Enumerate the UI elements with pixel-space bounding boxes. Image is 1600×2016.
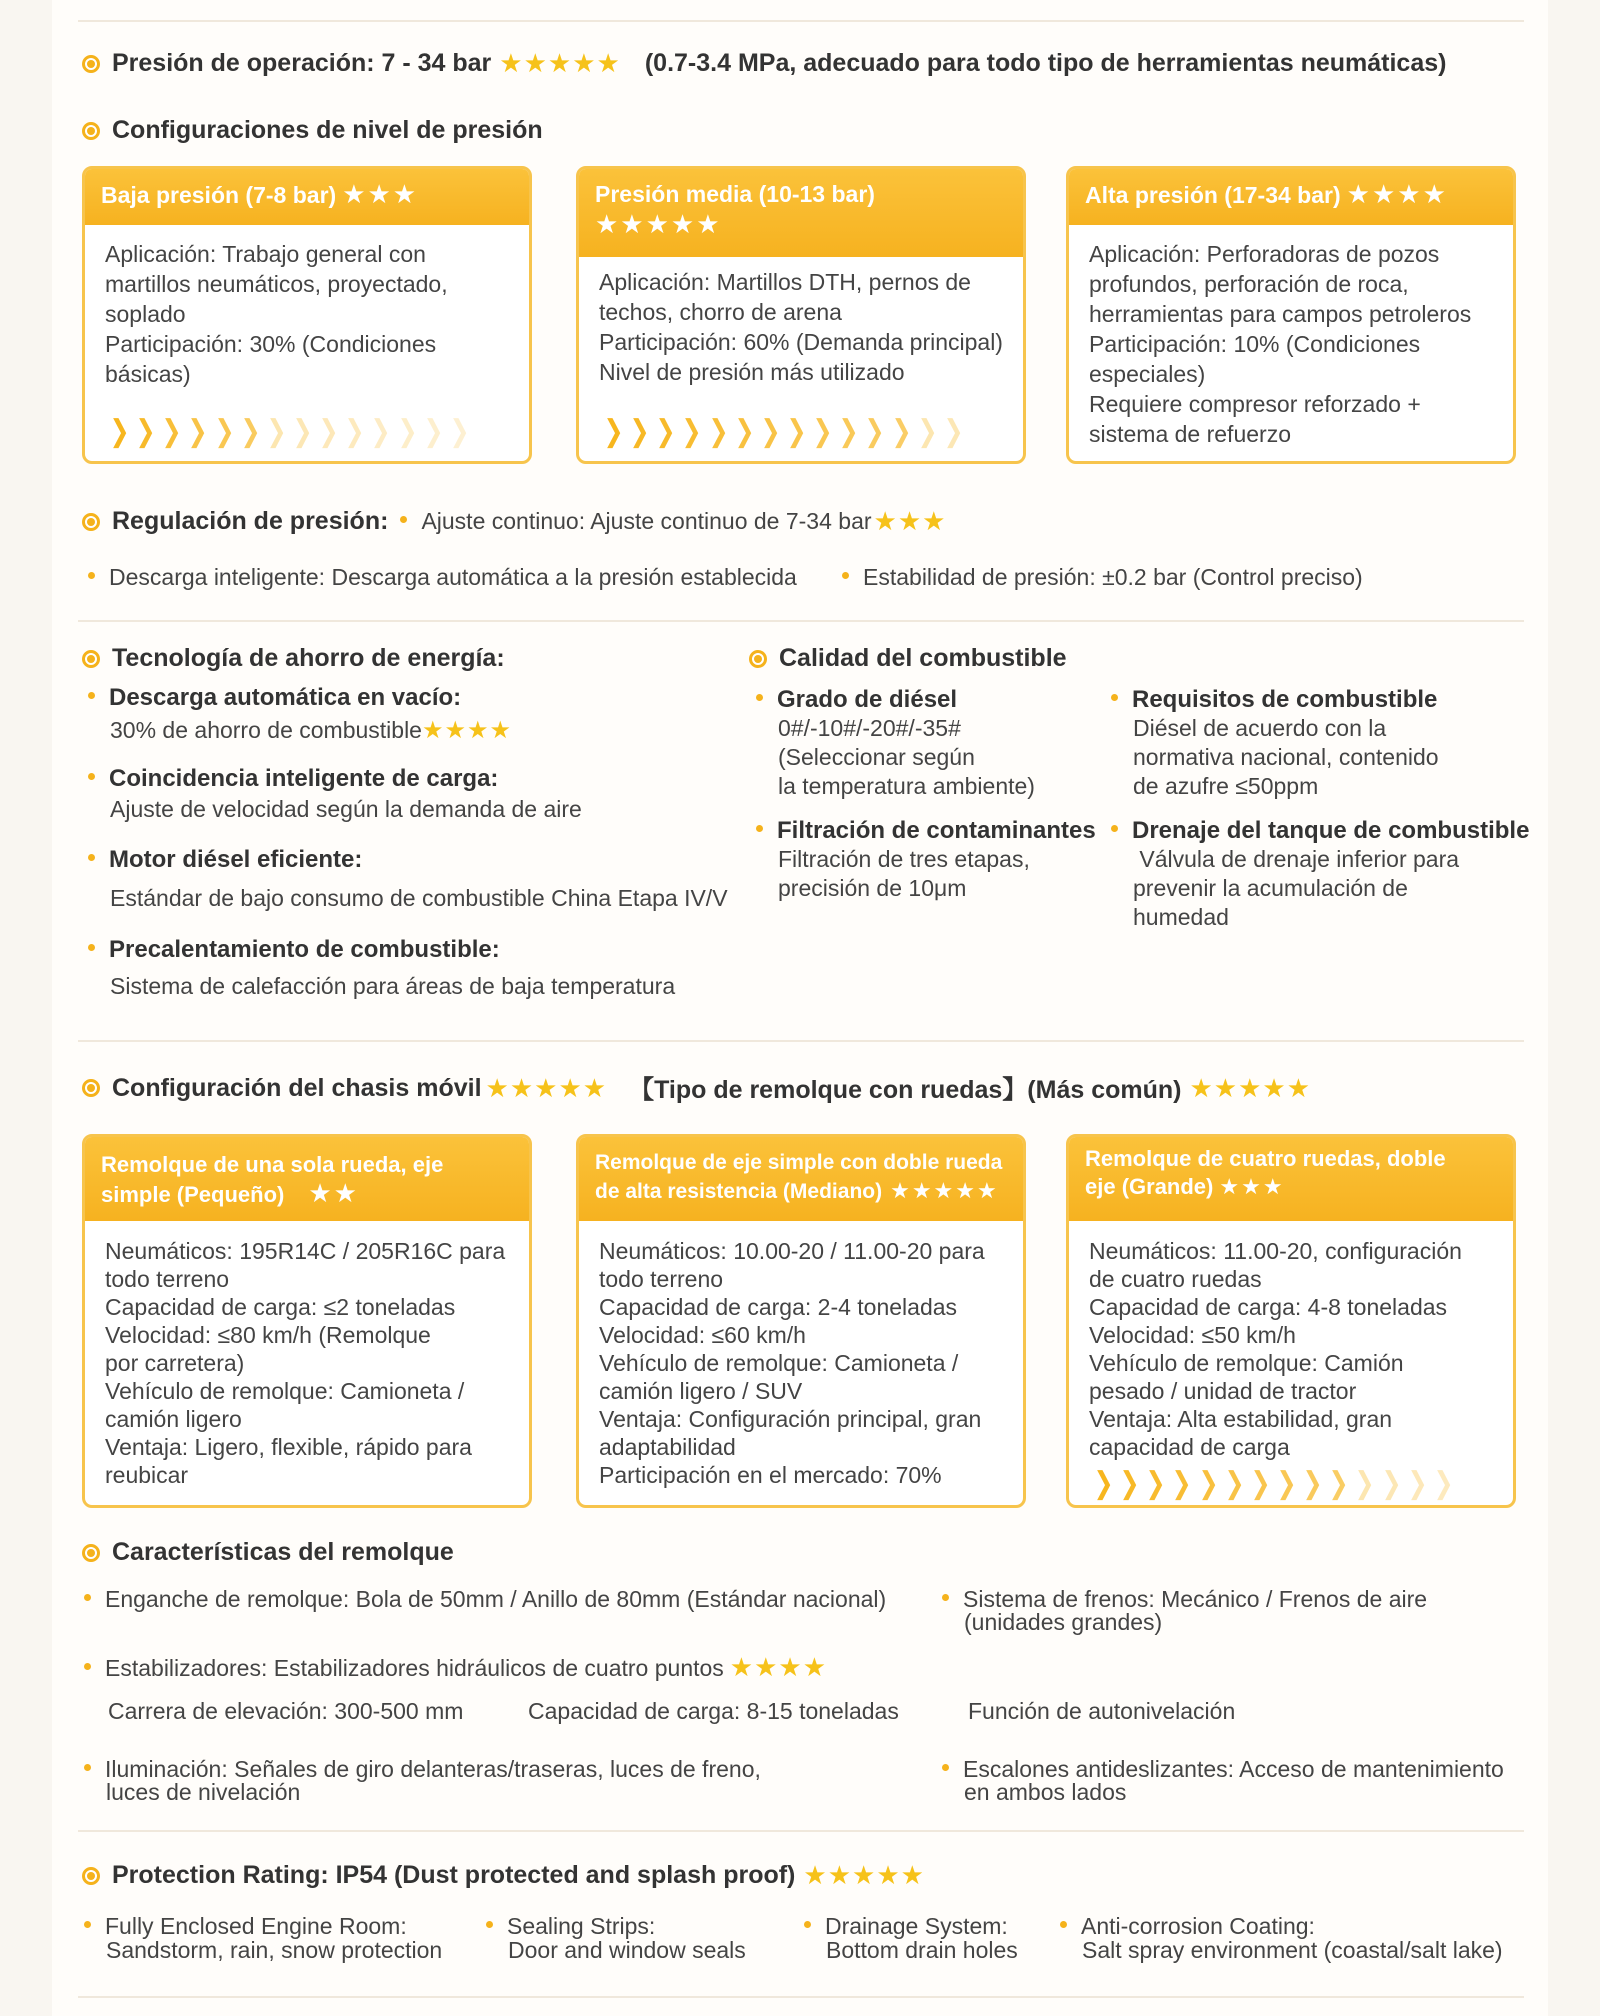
fuel-item-line: humedad (1133, 904, 1229, 930)
card-line: Neumáticos: 10.00-20 / 11.00-20 para (599, 1238, 985, 1264)
chevron-icon: ❯ (1381, 1467, 1402, 1500)
protection-heading (82, 1860, 925, 1891)
energy-heading (82, 644, 505, 673)
card-line: Ventaja: Alta estabilidad, gran (1089, 1406, 1393, 1432)
card-medium-pressure (576, 166, 1026, 464)
trailer-stroke: Carrera de elevación: 300-500 mm (108, 1698, 464, 1724)
bullet-icon (88, 572, 95, 579)
bullet-icon (486, 1921, 493, 1928)
card-header (85, 169, 529, 225)
chevron-icon: ❯ (344, 415, 365, 448)
card-line: soplado (105, 301, 186, 327)
energy-item (88, 846, 728, 913)
protection-item-text: Salt spray environment (coastal/salt lake) (1082, 1937, 1503, 1963)
chevron-icon: ❯ (1250, 1467, 1271, 1500)
card-high-pressure (1066, 166, 1516, 464)
chevron-icon: ❯ (1433, 1467, 1454, 1500)
chevron-icon: ❯ (812, 415, 833, 448)
card-line: todo terreno (105, 1266, 230, 1292)
chevron-icon: ❯ (1119, 1467, 1140, 1500)
trailer-capacity: Capacidad de carga: 8-15 toneladas (528, 1698, 899, 1724)
trailer-hitch (84, 1586, 886, 1613)
card-line: Capacidad de carga: 4-8 toneladas (1089, 1294, 1448, 1320)
protection-title: Protection Rating: IP54 (Dust protected and splash proof) (112, 1861, 796, 1889)
trailer-brakes (942, 1588, 1427, 1634)
card-header (579, 1137, 1023, 1221)
card-body (1069, 225, 1513, 463)
chevron-icon: ❯ (917, 415, 938, 448)
regulation-title: Regulación de presión: (112, 507, 389, 535)
chassis-heading (82, 1070, 1311, 1106)
card-line: Capacidad de carga: ≤2 toneladas (105, 1294, 456, 1320)
bullet-icon (82, 650, 100, 668)
chevron-icon: ❯ (734, 415, 755, 448)
fuel-item-line: 0#/-10#/-20#/-35# (778, 715, 961, 741)
bullet-icon (749, 650, 767, 668)
fuel-item-line: Válvula de drenaje inferior para (1133, 846, 1460, 872)
card-line: Nivel de presión más utilizado (599, 359, 905, 385)
card-line: techos, chorro de arena (599, 299, 842, 325)
chevron-icon: ❯ (135, 415, 156, 448)
card-header (1069, 1137, 1513, 1221)
card-line: martillos neumáticos, proyectado, (105, 271, 448, 297)
chevron-icon: ❯ (292, 415, 313, 448)
trailer-heading (82, 1538, 454, 1567)
trailer-steps-text: en ambos lados (964, 1779, 1127, 1805)
chevron-icon: ❯ (240, 415, 261, 448)
bullet-icon (756, 694, 763, 701)
chevron-icon: ❯ (397, 415, 418, 448)
fuel-item-line: (Seleccionar según (778, 744, 975, 770)
card-line: Participación: 60% (Demanda principal) (599, 329, 1003, 355)
card-title: Presión media (10-13 bar) (595, 181, 875, 207)
fuel-item (1111, 817, 1529, 932)
card-title-line: Remolque de una sola rueda, eje (101, 1152, 444, 1177)
chevron-icon: ❯ (1093, 1467, 1114, 1500)
card-title: Alta presión (17-34 bar) (1085, 182, 1341, 208)
bullet-icon (942, 1594, 949, 1601)
energy-item-stars: ★★★★ (421, 717, 513, 744)
chevron-icon: ❯ (891, 415, 912, 448)
chassis-subtitle: 【Tipo de remolque con ruedas】(Más común) (629, 1076, 1182, 1104)
card-line: Aplicación: Trabajo general con (105, 241, 426, 267)
trailer-leveling: Función de autonivelación (968, 1698, 1236, 1724)
trailer-lighting-text: luces de nivelación (106, 1779, 301, 1805)
divider (78, 20, 1524, 22)
bullet-icon (84, 1764, 91, 1771)
energy-item-text: Sistema de calefacción para áreas de baja temperatura (110, 973, 676, 999)
bullet-icon (88, 854, 95, 861)
share-arrows (107, 417, 473, 447)
protection-item-text: Bottom drain holes (826, 1937, 1018, 1963)
divider (78, 1040, 1524, 1042)
bullet-icon (1111, 825, 1118, 832)
bullet-icon (82, 1544, 100, 1562)
card-line: Participación: 30% (Condiciones (105, 331, 437, 357)
pressure-note: (0.7-3.4 MPa, adecuado para todo tipo de herramientas neumáticas) (644, 49, 1447, 77)
trailer-steps (942, 1758, 1504, 1804)
pressure-stars: ★★★★★ (499, 48, 621, 78)
protection-item-text: Anti-corrosion Coating: (1081, 1913, 1315, 1939)
chevron-icon: ❯ (603, 415, 624, 448)
trailer-steps-text: Escalones antideslizantes: Acceso de mantenimiento (963, 1756, 1504, 1782)
card-line: Velocidad: ≤50 km/h (1089, 1322, 1296, 1348)
card-line: Neumáticos: 195R14C / 205R16C para (105, 1238, 506, 1264)
divider (78, 1996, 1524, 1998)
bullet-icon (84, 1594, 91, 1601)
bullet-icon (756, 825, 763, 832)
bullet-icon (1111, 694, 1118, 701)
card-title-line: Remolque de eje simple con doble rueda (595, 1151, 1003, 1174)
bullet-icon (84, 1921, 91, 1928)
spec-page (52, 0, 1548, 2016)
regulation-item-3 (842, 564, 1363, 591)
card-line: profundos, perforación de roca, (1089, 271, 1409, 297)
chevron-icon: ❯ (1198, 1467, 1219, 1500)
card-title-line: eje (Grande) (1085, 1174, 1214, 1199)
card-line: Ventaja: Configuración principal, gran (599, 1406, 982, 1432)
bullet-icon (1060, 1921, 1067, 1928)
card-line: Vehículo de remolque: Camioneta / (105, 1378, 465, 1404)
card-medium-trailer (576, 1134, 1026, 1508)
chevron-icon: ❯ (708, 415, 729, 448)
protection-item (804, 1914, 1018, 1962)
bullet-icon (88, 773, 95, 780)
chassis-stars: ★★★★★ (485, 1072, 608, 1103)
fuel-item-label: Filtración de contaminantes (777, 817, 1096, 844)
regulation-heading (82, 506, 946, 537)
bullet-icon (82, 1079, 100, 1097)
card-line: Vehículo de remolque: Camioneta / (599, 1350, 959, 1376)
regulation-item-2 (88, 564, 797, 591)
card-line: Neumáticos: 11.00-20, configuración (1089, 1238, 1462, 1264)
card-line: pesado / unidad de tractor (1089, 1378, 1357, 1404)
divider (78, 1830, 1524, 1832)
chevron-icon: ❯ (838, 415, 859, 448)
protection-item (1060, 1914, 1503, 1962)
regulation-stars: ★★★ (873, 506, 947, 536)
fuel-item-label: Requisitos de combustible (1132, 686, 1438, 713)
chevron-icon: ❯ (1224, 1467, 1245, 1500)
card-line: adaptabilidad (599, 1434, 736, 1460)
card-title: Baja presión (7-8 bar) (101, 182, 337, 208)
protection-item-text: Sealing Strips: (507, 1913, 656, 1939)
card-header (85, 1137, 529, 1221)
regulation-item-2-text: Descarga inteligente: Descarga automática a la presión establecida (109, 564, 797, 590)
chevron-icon: ❯ (318, 415, 339, 448)
chevron-icon: ❯ (1302, 1467, 1323, 1500)
card-line: Capacidad de carga: 2-4 toneladas (599, 1294, 958, 1320)
card-title-line: simple (Pequeño) (101, 1182, 285, 1207)
pressure-levels-title: Configuraciones de nivel de presión (112, 116, 543, 144)
divider (78, 620, 1524, 622)
protection-item-text: Sandstorm, rain, snow protection (106, 1937, 443, 1963)
card-line: por carretera) (105, 1350, 245, 1376)
card-line: reubicar (105, 1462, 189, 1488)
trailer-lighting-text: Iluminación: Señales de giro delanteras/traseras, luces de freno, (105, 1756, 761, 1782)
energy-item (88, 936, 675, 1001)
regulation-item-3-text: Estabilidad de presión: ±0.2 bar (Control preciso) (863, 564, 1363, 590)
card-stars: ★★★ (342, 179, 419, 209)
bullet-icon (842, 572, 849, 579)
bullet-icon (88, 692, 95, 699)
card-line: especiales) (1089, 361, 1206, 387)
card-small-trailer (82, 1134, 532, 1508)
fuel-item-label: Grado de diésel (777, 686, 958, 713)
card-body (579, 1221, 1023, 1503)
card-low-pressure (82, 166, 532, 464)
card-line: sistema de refuerzo (1089, 421, 1291, 447)
pressure-heading (82, 48, 1446, 79)
bullet-icon (88, 944, 95, 951)
card-line: Aplicación: Martillos DTH, pernos de (599, 269, 971, 295)
trailer-lighting (84, 1758, 761, 1804)
chevron-icon: ❯ (1145, 1467, 1166, 1500)
card-header (579, 169, 1023, 257)
energy-item-label: Coincidencia inteligente de carga: (109, 765, 499, 792)
energy-item (88, 765, 582, 824)
chevron-icon: ❯ (1328, 1467, 1349, 1500)
energy-item-label: Descarga automática en vacío: (109, 684, 462, 711)
card-line: Aplicación: Perforadoras de pozos (1089, 241, 1440, 267)
protection-item (84, 1914, 442, 1962)
chevron-icon: ❯ (629, 415, 650, 448)
bullet-icon (400, 516, 407, 523)
energy-item-text: Estándar de bajo consumo de combustible China Etapa IV/V (110, 885, 728, 911)
chevron-icon: ❯ (1354, 1467, 1376, 1500)
protection-stars: ★★★★★ (803, 1860, 925, 1890)
chevron-icon: ❯ (1407, 1467, 1428, 1500)
bullet-icon (82, 122, 100, 140)
bullet-icon (84, 1663, 91, 1670)
chevron-icon: ❯ (864, 415, 886, 448)
fuel-item-label: Drenaje del tanque de combustible (1132, 817, 1530, 844)
fuel-item (756, 817, 1096, 903)
chevron-icon: ❯ (655, 415, 676, 448)
pressure-title: Presión de operación: 7 - 34 bar (112, 49, 492, 77)
energy-item-label: Motor diésel eficiente: (109, 846, 363, 873)
fuel-item-line: de azufre ≤50ppm (1133, 773, 1319, 799)
chevron-icon: ❯ (1171, 1467, 1193, 1500)
chevron-icon: ❯ (423, 415, 444, 448)
fuel-title: Calidad del combustible (779, 644, 1067, 672)
bullet-icon (82, 513, 100, 531)
card-line: Requiere compresor reforzado + (1089, 391, 1421, 417)
chevron-icon: ❯ (214, 415, 235, 448)
card-stars: ★★★★ (1346, 179, 1448, 209)
card-stars: ★★ (308, 1178, 359, 1208)
card-line: todo terreno (599, 1266, 724, 1292)
chevron-icon: ❯ (161, 415, 182, 448)
trailer-stabilizers (84, 1652, 827, 1683)
card-line: camión ligero / SUV (599, 1378, 803, 1404)
card-title-line: de alta resistencia (Mediano) (595, 1180, 883, 1203)
chevron-icon: ❯ (109, 415, 130, 448)
card-line: Ventaja: Ligero, flexible, rápido para (105, 1434, 472, 1460)
trailer-stabilizers-text: Estabilizadores: Estabilizadores hidráulicos de cuatro puntos (105, 1655, 724, 1681)
trailer-title: Características del remolque (112, 1538, 454, 1566)
card-title-line: Remolque de cuatro ruedas, doble (1085, 1146, 1446, 1171)
energy-item-text: 30% de ahorro de combustible (110, 717, 422, 743)
energy-item-label: Precalentamiento de combustible: (109, 936, 500, 963)
trailer-brakes-text: Sistema de frenos: Mecánico / Frenos de aire (963, 1586, 1428, 1612)
protection-item-text: Drainage System: (825, 1913, 1008, 1939)
card-large-trailer (1066, 1134, 1516, 1508)
regulation-item-1 (400, 507, 871, 536)
card-line: Velocidad: ≤60 km/h (599, 1322, 806, 1348)
card-line: capacidad de carga (1089, 1434, 1290, 1460)
decorative-arrows (1091, 1469, 1457, 1499)
card-line: de cuatro ruedas (1089, 1266, 1262, 1292)
chevron-icon: ❯ (760, 415, 781, 448)
card-header (1069, 169, 1513, 225)
chevron-icon: ❯ (786, 415, 807, 448)
chevron-icon: ❯ (449, 415, 470, 448)
fuel-item-line: precisión de 10μm (778, 875, 967, 901)
fuel-heading (749, 644, 1067, 673)
bullet-icon (804, 1921, 811, 1928)
chevron-icon: ❯ (1276, 1467, 1297, 1500)
card-stars: ★★★★★ (890, 1178, 999, 1203)
fuel-item-line: la temperatura ambiente) (778, 773, 1035, 799)
bullet-icon (82, 1867, 100, 1885)
share-arrows (601, 417, 967, 447)
regulation-item-1-text: Ajuste continuo: Ajuste continuo de 7-34 bar (421, 508, 872, 534)
protection-item (486, 1914, 746, 1962)
fuel-item-line: prevenir la acumulación de (1133, 875, 1408, 901)
energy-item-text: Ajuste de velocidad según la demanda de aire (110, 796, 582, 822)
protection-item-text: Fully Enclosed Engine Room: (105, 1913, 407, 1939)
fuel-item (1111, 686, 1439, 801)
card-body (85, 225, 529, 403)
card-stars: ★★★★★ (595, 209, 722, 239)
protection-item-text: Door and window seals (508, 1937, 746, 1963)
card-line: herramientas para campos petroleros (1089, 301, 1472, 327)
card-stars: ★★★ (1219, 1174, 1285, 1199)
bullet-icon (82, 55, 100, 73)
trailer-stabilizers-stars: ★★★★ (729, 1652, 828, 1682)
card-line: camión ligero (105, 1406, 242, 1432)
fuel-item-line: Filtración de tres etapas, (778, 846, 1030, 872)
card-body (85, 1221, 529, 1503)
card-line: Vehículo de remolque: Camión (1089, 1350, 1404, 1376)
card-body (579, 257, 1023, 401)
chevron-icon: ❯ (266, 415, 287, 448)
chevron-icon: ❯ (943, 415, 964, 448)
card-line: Participación en el mercado: 70% (599, 1462, 942, 1488)
chevron-icon: ❯ (187, 415, 209, 448)
chassis-sub-stars: ★★★★★ (1189, 1072, 1312, 1103)
card-line: Participación: 10% (Condiciones (1089, 331, 1421, 357)
trailer-hitch-text: Enganche de remolque: Bola de 50mm / Anillo de 80mm (Estándar nacional) (105, 1586, 887, 1612)
energy-title: Tecnología de ahorro de energía: (112, 644, 505, 672)
chassis-title: Configuración del chasis móvil (112, 1073, 482, 1102)
card-line: Velocidad: ≤80 km/h (Remolque (105, 1322, 431, 1348)
pressure-levels-heading (82, 116, 543, 145)
fuel-item (756, 686, 1035, 801)
bullet-icon (942, 1764, 949, 1771)
card-line: básicas) (105, 361, 191, 387)
trailer-brakes-text: (unidades grandes) (964, 1609, 1163, 1635)
card-body (1069, 1221, 1513, 1475)
fuel-item-line: Diésel de acuerdo con la (1133, 715, 1387, 741)
fuel-item-line: normativa nacional, contenido (1133, 744, 1439, 770)
chevron-icon: ❯ (370, 415, 392, 448)
energy-item (88, 684, 512, 745)
chevron-icon: ❯ (681, 415, 703, 448)
